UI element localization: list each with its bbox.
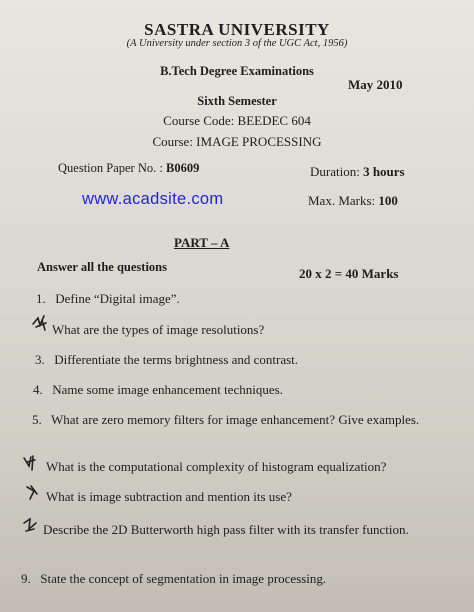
part-title: PART – A xyxy=(174,235,230,250)
question-text: What are the types of image resolutions? xyxy=(52,322,265,337)
question-number: 9. xyxy=(21,571,31,586)
website-watermark: www.acadsite.com xyxy=(82,190,224,208)
question-item xyxy=(46,459,386,474)
question-item xyxy=(43,522,423,537)
question-text: State the concept of segmentation in image processing. xyxy=(40,571,327,586)
handwritten-check-icon xyxy=(20,452,42,474)
question-number: 4. xyxy=(33,382,43,397)
question-paper-number xyxy=(58,161,199,176)
university-subtitle: (A University under section 3 of the UGC Act, 1956) xyxy=(126,38,348,49)
duration-label: Duration: xyxy=(310,164,364,179)
question-item xyxy=(21,571,326,586)
max-marks xyxy=(308,193,398,209)
question-text: Differentiate the terms brightness and contrast. xyxy=(54,352,299,367)
question-item xyxy=(32,412,432,427)
qp-value: B0609 xyxy=(165,161,200,175)
question-item xyxy=(46,489,292,504)
question-text: What is image subtraction and mention its use? xyxy=(46,489,292,504)
question-number: 5. xyxy=(32,412,42,427)
question-item xyxy=(52,322,264,337)
exam-date: May 2010 xyxy=(348,77,403,92)
marks-label: Max. Marks: xyxy=(308,193,379,208)
question-text: Describe the 2D Butterworth high pass filter with its transfer function. xyxy=(43,522,409,537)
semester: Sixth Semester xyxy=(197,94,277,108)
duration xyxy=(310,164,405,180)
question-text: What is the computational complexity of histogram equalization? xyxy=(46,459,387,474)
handwritten-check-icon xyxy=(20,515,42,537)
question-item xyxy=(35,352,298,367)
handwritten-check-icon xyxy=(30,312,52,334)
instruction: Answer all the questions xyxy=(37,260,167,274)
marks-value: 100 xyxy=(378,193,398,208)
university-name: SASTRA UNIVERSITY xyxy=(144,20,330,39)
duration-value: 3 hours xyxy=(363,164,405,179)
course-code: Course Code: BEEDEC 604 xyxy=(163,113,311,128)
question-text: What are zero memory filters for image enhancement? Give examples. xyxy=(51,412,420,427)
question-item xyxy=(33,382,283,397)
question-item xyxy=(36,291,180,306)
exam-title: B.Tech Degree Examinations xyxy=(160,64,314,78)
question-text: Name some image enhancement techniques. xyxy=(52,382,283,397)
marks-formula: 20 x 2 = 40 Marks xyxy=(299,266,399,281)
course-name: Course: IMAGE PROCESSING xyxy=(152,134,322,149)
question-number: 1. xyxy=(36,291,46,306)
question-text: Define “Digital image”. xyxy=(55,291,180,306)
question-number: 3. xyxy=(35,352,45,367)
qp-label: Question Paper No. : xyxy=(58,161,166,175)
handwritten-check-icon xyxy=(22,482,44,504)
